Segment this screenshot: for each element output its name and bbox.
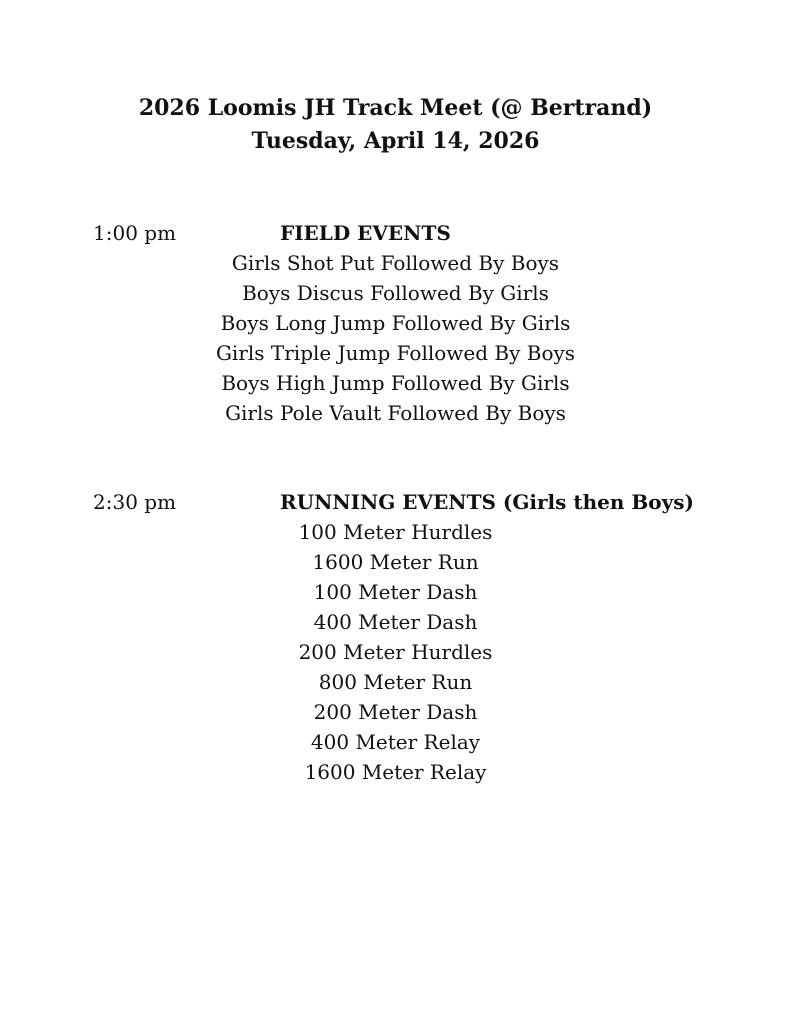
list-item: 100 Meter Hurdles	[298, 520, 493, 544]
list-item: 400 Meter Dash	[313, 610, 478, 634]
field-events-time: 1:00 pm	[93, 221, 177, 245]
meet-date: Tuesday, April 14, 2026	[251, 128, 540, 154]
list-item: Girls Triple Jump Followed By Boys	[215, 341, 576, 365]
page-title: 2026 Loomis JH Track Meet (@ Bertrand)	[138, 95, 653, 121]
list-item: 400 Meter Relay	[310, 730, 481, 754]
list-item: Girls Shot Put Followed By Boys	[231, 251, 560, 275]
list-item: 800 Meter Run	[318, 670, 473, 694]
field-events-heading: FIELD EVENTS	[280, 221, 451, 245]
list-item: Boys Long Jump Followed By Girls	[220, 311, 571, 335]
field-events-list	[0, 248, 791, 428]
list-item: 100 Meter Dash	[313, 580, 478, 604]
running-events-list	[0, 517, 791, 787]
list-item: Boys High Jump Followed By Girls	[221, 371, 570, 395]
list-item: Girls Pole Vault Followed By Boys	[225, 401, 566, 425]
list-item: 200 Meter Hurdles	[298, 640, 493, 664]
list-item: 200 Meter Dash	[313, 700, 478, 724]
running-events-heading: RUNNING EVENTS (Girls then Boys)	[280, 490, 694, 514]
list-item: 1600 Meter Relay	[304, 760, 487, 784]
list-item: Boys Discus Followed By Girls	[242, 281, 549, 305]
running-events-time: 2:30 pm	[93, 490, 177, 514]
list-item: 1600 Meter Run	[312, 550, 479, 574]
